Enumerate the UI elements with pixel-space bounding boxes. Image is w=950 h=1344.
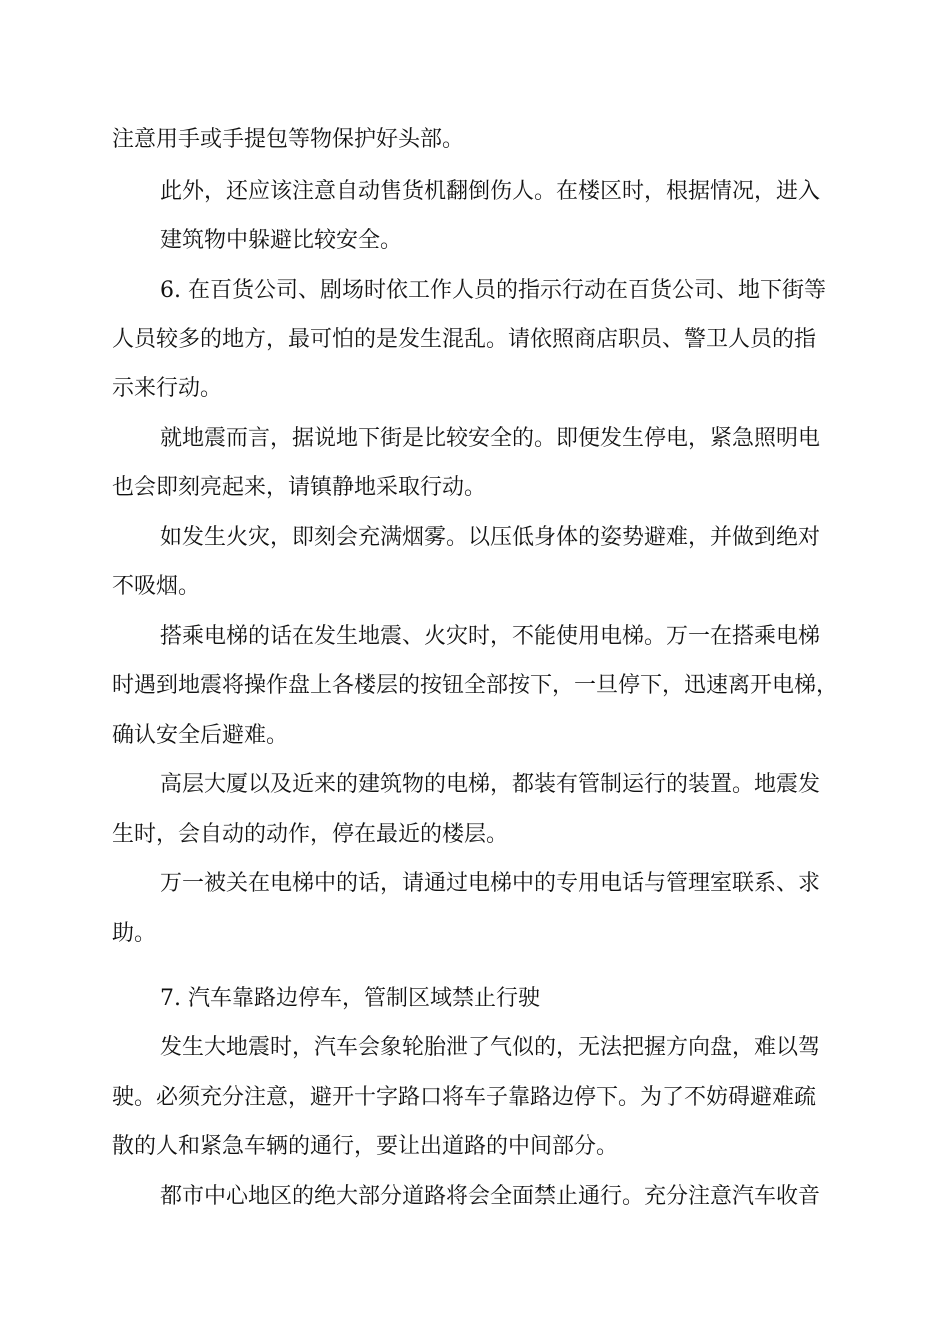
para-4-line-2: 也会即刻亮起来，请镇静地采取行动。	[112, 475, 487, 500]
para-11-line-1: 都市中心地区的绝大部分道路将会全面禁止通行。充分注意汽车收音	[160, 1184, 821, 1209]
para-7-line-2: 生时，会自动的动作，停在最近的楼层。	[112, 822, 509, 847]
para-3-line-2: 人员较多的地方，最可怕的是发生混乱。请依照商店职员、警卫人员的指	[112, 327, 817, 352]
para-5-line-2: 不吸烟。	[112, 574, 201, 599]
section-heading-7: 7. 汽车靠路边停车，管制区域禁止行驶	[160, 986, 540, 1011]
para-8-line-1: 万一被关在电梯中的话，请通过电梯中的专用电话与管理室联系、求	[160, 871, 821, 896]
para-6-line-3: 确认安全后避难。	[112, 723, 289, 748]
para-8-line-2: 助。	[112, 921, 157, 946]
para-7-line-1: 高层大厦以及近来的建筑物的电梯，都装有管制运行的装置。地震发	[160, 772, 821, 797]
para-1-line-1: 注意用手或手提包等物保护好头部。	[112, 127, 465, 152]
para-2-line-1: 此外，还应该注意自动售货机翻倒伤人。在楼区时，根据情况，进入	[160, 179, 821, 204]
para-4-line-1: 就地震而言，据说地下街是比较安全的。即便发生停电，紧急照明电	[160, 426, 821, 451]
para-3-line-3: 示来行动。	[112, 376, 223, 401]
para-2-line-2: 建筑物中躲避比较安全。	[160, 228, 403, 253]
para-5-line-1: 如发生火灾，即刻会充满烟雾。以压低身体的姿势避难，并做到绝对	[160, 525, 821, 550]
para-6-line-2: 时遇到地震将操作盘上各楼层的按钮全部按下，一旦停下，迅速离开电梯，	[112, 673, 839, 698]
para-10-line-3: 散的人和紧急车辆的通行，要让出道路的中间部分。	[112, 1134, 619, 1159]
para-10-line-1: 发生大地震时，汽车会象轮胎泄了气似的，无法把握方向盘，难以驾	[160, 1035, 821, 1060]
para-3-line-1: 6. 在百货公司、剧场时依工作人员的指示行动在百货公司、地下街等	[160, 278, 826, 303]
para-10-line-2: 驶。必须充分注意，避开十字路口将车子靠路边停下。为了不妨碍避难疏	[112, 1085, 817, 1110]
para-6-line-1: 搭乘电梯的话在发生地震、火灾时，不能使用电梯。万一在搭乘电梯	[160, 624, 821, 649]
